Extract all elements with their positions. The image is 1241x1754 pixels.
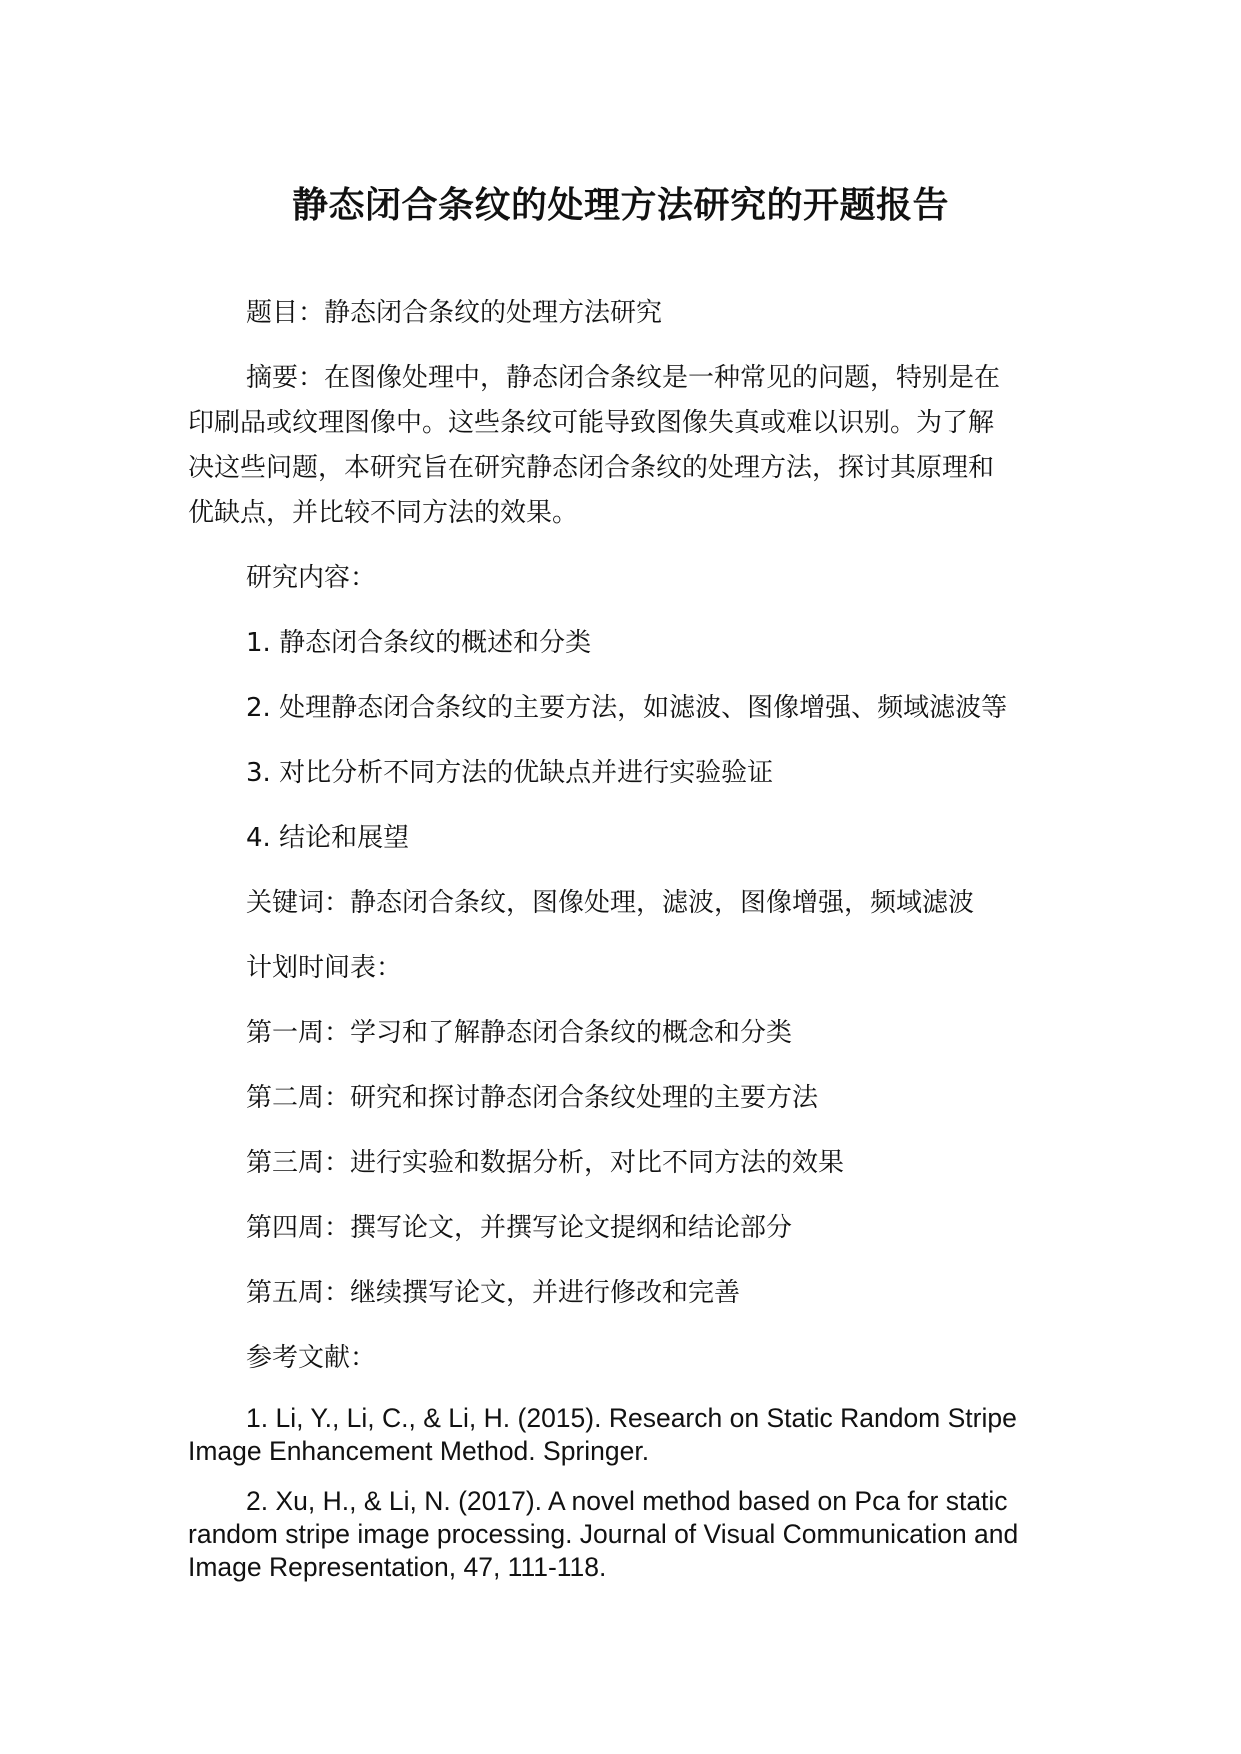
- content-item: 1. 静态闭合条纹的概述和分类: [246, 628, 592, 658]
- schedule-item: 第一周：学习和了解静态闭合条纹的概念和分类: [246, 1018, 793, 1048]
- abstract-line-2: 印刷品或纹理图像中。这些条纹可能导致图像失真或难以识别。为了解: [188, 408, 995, 438]
- reference-entry: 2. Xu, H., & Li, N. (2017). A novel method based on Pca for static random stripe image processing. Journal of Visual Communication and Image Representation, 47, 111-118.: [188, 1486, 1019, 1582]
- document-title: 静态闭合条纹的处理方法研究的开题报告: [291, 185, 949, 226]
- abstract-line-3: 决这些问题，本研究旨在研究静态闭合条纹的处理方法，探讨其原理和: [188, 453, 995, 483]
- references-heading: 参考文献：: [246, 1343, 377, 1373]
- topic-line: 题目：静态闭合条纹的处理方法研究: [246, 298, 663, 328]
- schedule-heading: 计划时间表：: [246, 953, 403, 983]
- reference-entry: 1. Li, Y., Li, C., & Li, H. (2015). Research on Static Random Stripe Image Enhancement Method. Springer.: [188, 1403, 1017, 1466]
- schedule-item: 第三周：进行实验和数据分析，对比不同方法的效果: [246, 1148, 845, 1178]
- schedule-item: 第五周：继续撰写论文，并进行修改和完善: [246, 1278, 741, 1308]
- keywords-line: 关键词：静态闭合条纹，图像处理，滤波，图像增强，频域滤波: [246, 888, 975, 918]
- content-heading: 研究内容：: [246, 563, 377, 593]
- content-item: 2. 处理静态闭合条纹的主要方法，如滤波、图像增强、频域滤波等: [246, 693, 1008, 723]
- abstract-line-4: 优缺点，并比较不同方法的效果。: [188, 498, 579, 528]
- schedule-item: 第二周：研究和探讨静态闭合条纹处理的主要方法: [246, 1083, 819, 1113]
- schedule-item: 第四周：撰写论文，并撰写论文提纲和结论部分: [246, 1213, 793, 1243]
- content-item: 3. 对比分析不同方法的优缺点并进行实验验证: [246, 758, 774, 788]
- abstract-line-1: 摘要：在图像处理中，静态闭合条纹是一种常见的问题，特别是在: [246, 363, 1001, 393]
- content-item: 4. 结论和展望: [246, 823, 410, 853]
